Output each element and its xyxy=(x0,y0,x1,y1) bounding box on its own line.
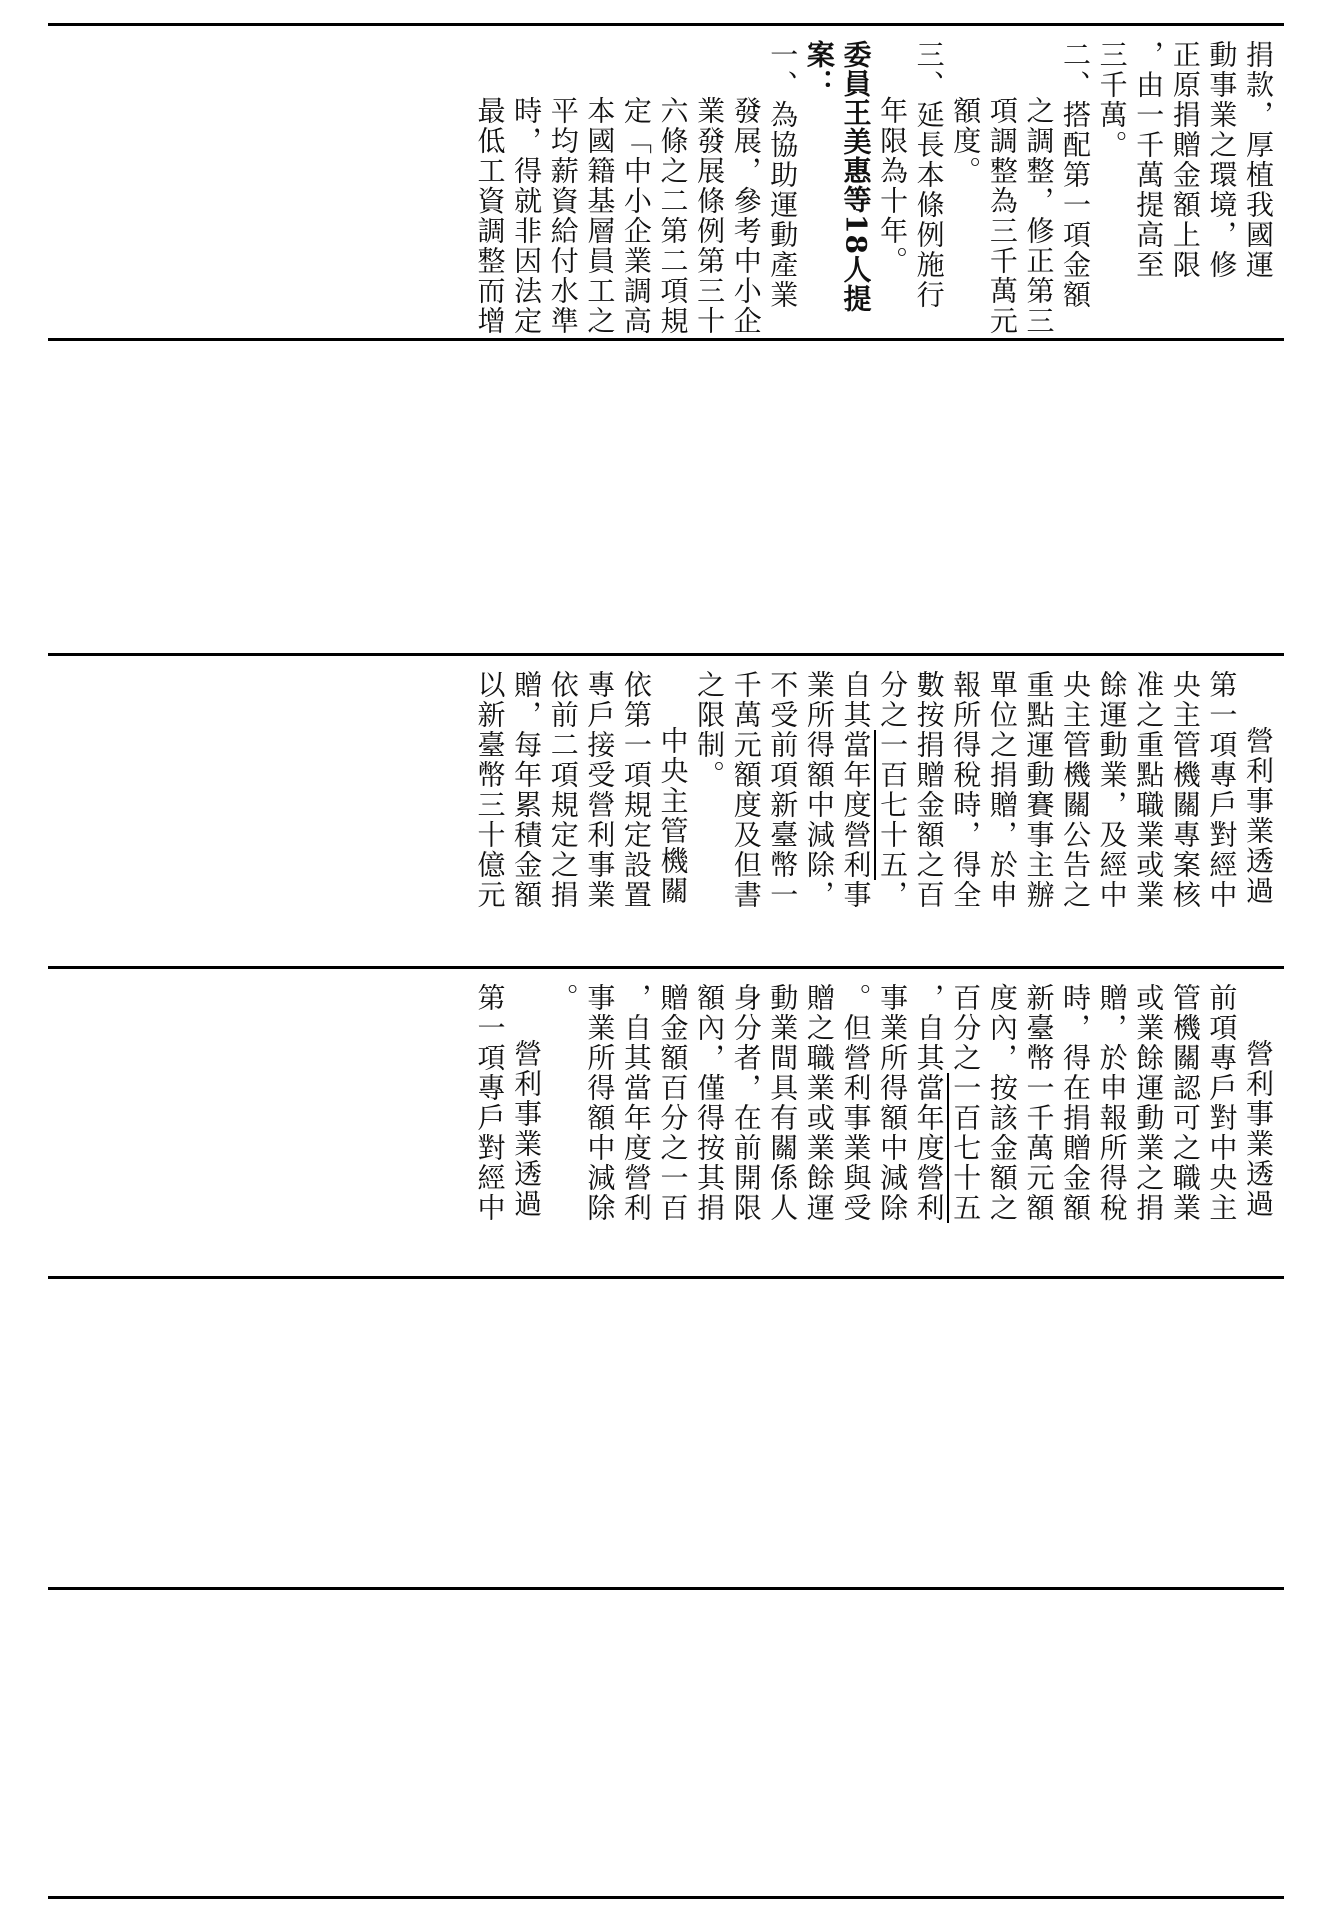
text-band-1 xyxy=(48,26,1284,338)
text-line: ，自其當年度營利 xyxy=(912,983,946,1223)
text-line: 捐款，厚植我國運 xyxy=(1242,40,1275,280)
text-line: 贈，每年累積金額 xyxy=(510,670,544,910)
text-line: 動業間具有關係人 xyxy=(766,983,800,1223)
text-band-3 xyxy=(48,656,1284,966)
text-line: 年限為十年。 xyxy=(876,96,910,276)
text-line: 發展，參考中小企 xyxy=(729,96,763,336)
text-line: 六條之二第二項規 xyxy=(656,96,690,336)
text-line: 依第一項規定設置 xyxy=(619,670,653,910)
text-line: 額度。 xyxy=(949,96,983,186)
text-band-6-empty xyxy=(48,1590,1284,1896)
text-line: 自其當年度營利事 xyxy=(839,670,873,910)
text-line: 准之重點職業或業 xyxy=(1132,670,1166,910)
text-line: 業所得額中減除， xyxy=(802,670,836,910)
text-line: ，由一千萬提高至 xyxy=(1132,40,1166,280)
text-line: 項調整為三千萬元 xyxy=(985,96,1019,336)
vertical-text-block xyxy=(471,40,1276,336)
underlined-text: 一百七十五 xyxy=(949,1073,983,1223)
horizontal-rule xyxy=(48,1896,1284,1899)
text-line: 第一項專戶對經中 xyxy=(1205,670,1239,910)
vertical-text-block xyxy=(471,670,1276,960)
text-line: 之調整，修正第三 xyxy=(1022,96,1056,336)
text-band-4 xyxy=(48,969,1284,1276)
text-line: 營利事業透過 xyxy=(510,1039,544,1219)
text-line: 之限制。 xyxy=(693,670,727,790)
text-line: 平均薪資給付水準 xyxy=(546,96,580,336)
text-line: 或業餘運動業之捐 xyxy=(1132,983,1166,1223)
text-line: 餘運動業，及經中 xyxy=(1095,670,1129,910)
text-line: 贈，於申報所得稅 xyxy=(1095,983,1129,1223)
text-line: 報所得稅時，得全 xyxy=(949,670,983,910)
text-line: 依前二項規定之捐 xyxy=(546,670,580,910)
vertical-text-block xyxy=(471,983,1276,1273)
text-line: 事業所得額中減除 xyxy=(876,983,910,1223)
text-line: 正原捐贈金額上限 xyxy=(1168,40,1202,280)
text-line: 事業所得額中減除 xyxy=(583,983,617,1223)
text-line: 重點運動賽事主辦 xyxy=(1022,670,1056,910)
text-line: 三、延長本條例施行 xyxy=(912,40,946,310)
text-line: 三千萬。 xyxy=(1095,40,1129,160)
text-line: 第一項專戶對經中 xyxy=(473,983,507,1223)
text-line: 定「中小企業調高 xyxy=(619,96,653,336)
text-line: ，自其當年度營利 xyxy=(619,983,653,1223)
text-line: 動事業之環境，修 xyxy=(1205,40,1239,280)
text-line: 分之一百七十五， xyxy=(876,670,910,910)
text-line: 委員王美惠等18人提 xyxy=(839,40,873,313)
text-line: 央主管機關公告之 xyxy=(1059,670,1093,910)
text-line: 以新臺幣三十億元 xyxy=(473,670,507,910)
text-line: 千萬元額度及但書 xyxy=(729,670,763,910)
text-line: 央主管機關專案核 xyxy=(1168,670,1202,910)
text-line: 度內，按該金額之 xyxy=(985,983,1019,1223)
text-line: 一、為協助運動產業 xyxy=(766,40,800,310)
text-line: 營利事業透過 xyxy=(1242,726,1275,906)
text-line: 最低工資調整而增 xyxy=(473,96,507,336)
text-line: 營利事業透過 xyxy=(1242,1039,1275,1219)
text-line: 新臺幣一千萬元額 xyxy=(1022,983,1056,1223)
text-line: 身分者，在前開限 xyxy=(729,983,763,1223)
text-line: 贈之職業或業餘運 xyxy=(802,983,836,1223)
text-line: 單位之捐贈，於申 xyxy=(985,670,1019,910)
text-line: 額內，僅得按其捐 xyxy=(693,983,727,1223)
text-line: 業發展條例第三十 xyxy=(693,96,727,336)
text-line: 時，得在捐贈金額 xyxy=(1059,983,1093,1223)
underlined-text: 一百七十五 xyxy=(876,730,910,880)
text-line: 數按捐贈金額之百 xyxy=(912,670,946,910)
text-line: 中央主管機關 xyxy=(656,726,690,906)
text-band-2-empty xyxy=(48,341,1284,653)
text-line: 。 xyxy=(546,983,580,1013)
text-line: 。但營利事業與受 xyxy=(839,983,873,1223)
text-line: 案： xyxy=(802,40,836,98)
text-band-5-empty xyxy=(48,1279,1284,1587)
text-line: 前項專戶對中央主 xyxy=(1205,983,1239,1223)
text-line: 本國籍基層員工之 xyxy=(583,96,617,336)
text-line: 不受前項新臺幣一 xyxy=(766,670,800,910)
text-line: 管機關認可之職業 xyxy=(1168,983,1202,1223)
text-line: 時，得就非因法定 xyxy=(510,96,544,336)
text-line: 贈金額百分之一百 xyxy=(656,983,690,1223)
text-line: 百分之一百七十五 xyxy=(949,983,983,1223)
text-line: 專戶接受營利事業 xyxy=(583,670,617,910)
text-line: 二、搭配第一項金額 xyxy=(1059,40,1093,310)
